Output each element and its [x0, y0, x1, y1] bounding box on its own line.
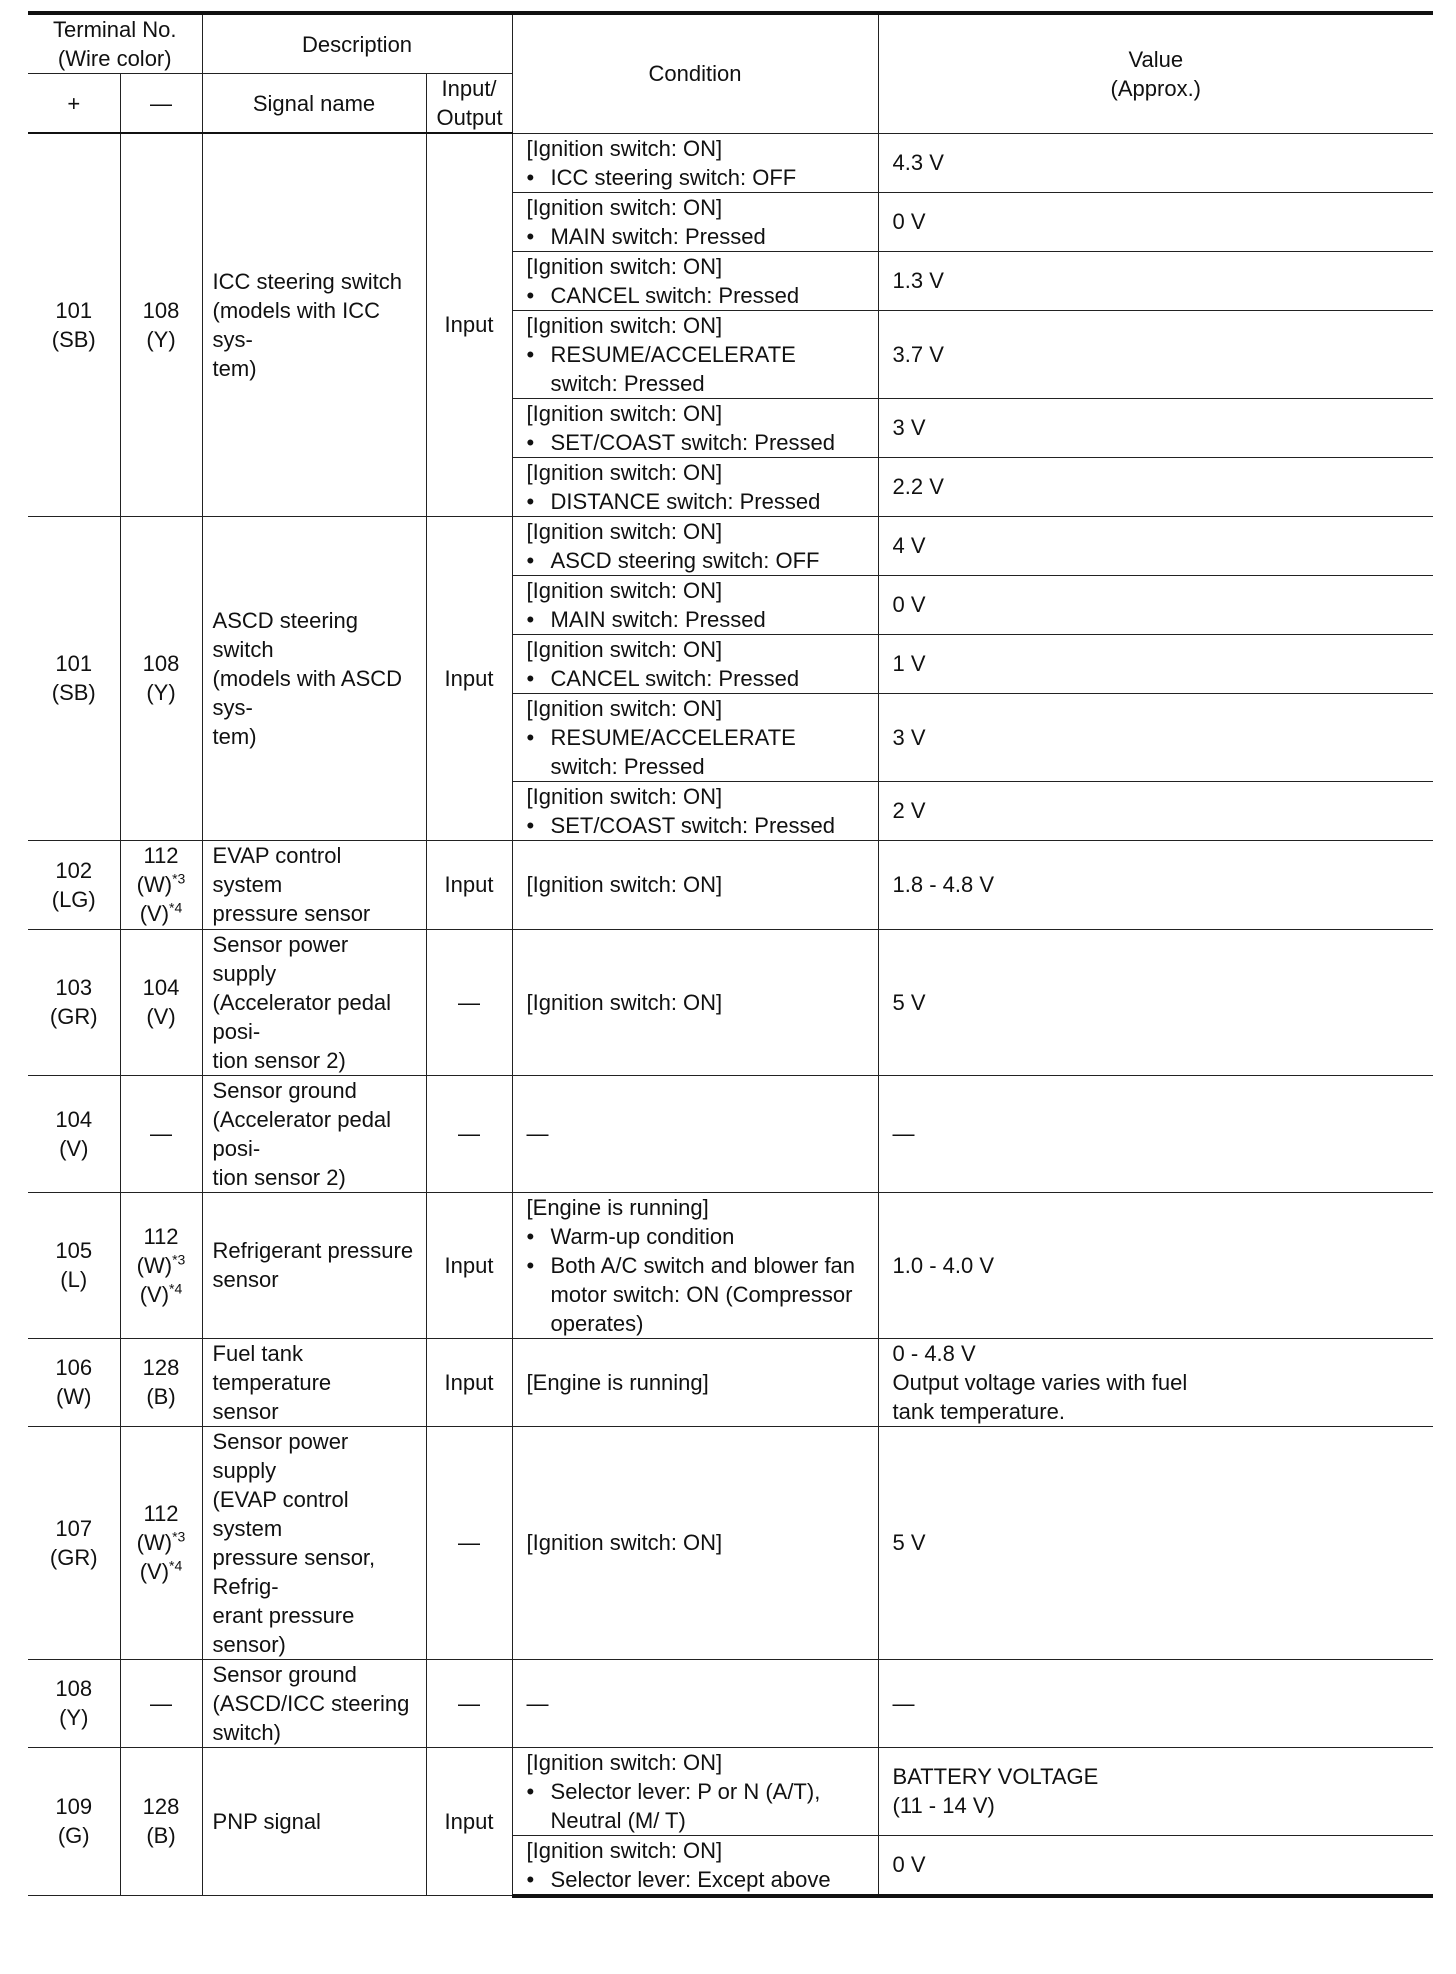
- signal-line: Sensor power supply: [212, 1428, 349, 1483]
- condition: [512, 840, 878, 929]
- terminal-minus: [120, 133, 202, 516]
- bullet-icon: •: [526, 1866, 535, 1892]
- input-output: —: [426, 1426, 512, 1659]
- terminal-minus: [120, 1338, 202, 1426]
- input-output: Input: [426, 840, 512, 929]
- plus-line: (GR): [49, 1004, 98, 1029]
- input-output: Input: [426, 516, 512, 840]
- plus-line: (G): [57, 1823, 90, 1849]
- terminal-minus: [120, 840, 202, 929]
- signal-line: EVAP control system: [212, 843, 342, 897]
- signal-name: [202, 1747, 426, 1896]
- input-output: Input: [426, 1338, 512, 1426]
- condition-heading: [Engine is running]: [526, 1194, 709, 1220]
- condition: [512, 1075, 878, 1192]
- bullet-text: Selector lever: P or N (A/T), Neutral (M/ T): [550, 1778, 821, 1833]
- signal-line: ASCD steering switch: [212, 607, 359, 662]
- condition-bullet: [527, 281, 868, 310]
- value: 0 V: [878, 575, 1433, 634]
- table-row: [28, 1659, 1433, 1747]
- bullet-icon: •: [526, 341, 535, 367]
- plus-line: (SB): [51, 326, 96, 352]
- wire-color: (V): [139, 1559, 170, 1584]
- condition: [512, 693, 878, 781]
- bullet-icon: •: [526, 547, 535, 573]
- table-row: [28, 1075, 1433, 1192]
- signal-line: Sensor power supply: [212, 931, 349, 986]
- value: 5 V: [878, 929, 1433, 1075]
- condition-bullet: [527, 723, 868, 781]
- header-minus: —: [120, 74, 202, 134]
- value-line: tank temperature.: [892, 1398, 1065, 1424]
- value: 0 V: [878, 1835, 1433, 1896]
- minus-line: —: [150, 1690, 172, 1716]
- condition: [512, 634, 878, 693]
- wire-color: (W): [136, 1530, 173, 1555]
- plus-line: 109: [55, 1794, 93, 1820]
- condition: [512, 251, 878, 310]
- minus-line: [131, 1528, 192, 1557]
- condition-bullet: [527, 664, 868, 693]
- bullet-text: ASCD steering switch: OFF: [550, 547, 820, 573]
- condition-heading: [Ignition switch: ON]: [526, 783, 723, 809]
- condition: [512, 929, 878, 1075]
- plus-line: 103: [55, 975, 93, 1000]
- condition-heading: [Ignition switch: ON]: [526, 400, 723, 426]
- condition-heading: [Ignition switch: ON]: [526, 636, 723, 662]
- condition-bullet: [527, 340, 868, 398]
- input-output: —: [426, 1659, 512, 1747]
- signal-line: tem): [212, 723, 257, 749]
- bullet-icon: •: [526, 488, 535, 514]
- signal-line: erant pressure sensor): [212, 1602, 355, 1657]
- minus-line: (B): [146, 1384, 176, 1409]
- condition-heading: [Ignition switch: ON]: [526, 135, 723, 161]
- terminal-minus: [120, 516, 202, 840]
- plus-line: (V): [59, 1135, 89, 1161]
- bullet-text: SET/COAST switch: Pressed: [550, 429, 835, 455]
- condition: [512, 310, 878, 398]
- terminal-plus: [28, 1426, 120, 1659]
- condition-heading: [Ignition switch: ON]: [526, 989, 723, 1015]
- minus-line: —: [150, 1121, 172, 1146]
- value-line: (11 - 14 V): [892, 1793, 995, 1818]
- value: —: [878, 1659, 1433, 1747]
- minus-line: [131, 1280, 192, 1309]
- condition-heading: [Ignition switch: ON]: [526, 1530, 723, 1555]
- condition-heading: [Ignition switch: ON]: [526, 459, 723, 485]
- signal-line: Fuel tank temperature: [212, 1340, 332, 1395]
- condition: [512, 398, 878, 457]
- footnote-mark: *3: [172, 1528, 186, 1545]
- terminal-table-body: [28, 133, 1433, 1896]
- signal-line: (Accelerator pedal posi-: [212, 989, 392, 1044]
- bullet-icon: •: [526, 606, 535, 632]
- plus-line: 101: [55, 297, 93, 323]
- plus-line: 101: [55, 651, 93, 676]
- signal-name: [202, 1659, 426, 1747]
- condition-heading: [Ignition switch: ON]: [526, 577, 723, 603]
- signal-name: [202, 1075, 426, 1192]
- header-terminal-no: Terminal No. (Wire color): [28, 13, 202, 74]
- condition: [512, 133, 878, 192]
- condition-heading: [Ignition switch: ON]: [526, 312, 723, 338]
- value: 5 V: [878, 1426, 1433, 1659]
- condition: [512, 1659, 878, 1747]
- value: —: [878, 1075, 1433, 1192]
- minus-line: (Y): [146, 680, 176, 705]
- terminal-plus: [28, 1075, 120, 1192]
- plus-line: (Y): [59, 1705, 89, 1730]
- value: 1 V: [878, 634, 1433, 693]
- signal-line: pressure sensor, Refrig-: [212, 1544, 376, 1599]
- table-row: [28, 1426, 1433, 1659]
- plus-line: 107: [55, 1515, 93, 1541]
- terminal-minus: [120, 1192, 202, 1338]
- wire-color: (V): [139, 901, 170, 926]
- condition-bullet: [527, 1777, 868, 1835]
- signal-line: Sensor ground: [212, 1661, 357, 1687]
- minus-line: (B): [146, 1823, 176, 1849]
- condition-bullet: [527, 605, 868, 634]
- plus-line: (W): [56, 1384, 92, 1409]
- value: 4 V: [878, 516, 1433, 575]
- wire-color: (V): [139, 1281, 170, 1307]
- signal-line: (Accelerator pedal posi-: [212, 1106, 392, 1161]
- plus-line: (GR): [49, 1544, 98, 1570]
- minus-line: 112: [143, 1223, 179, 1249]
- terminal-plus: [28, 840, 120, 929]
- plus-line: 108: [55, 1676, 93, 1701]
- plus-line: 104: [55, 1106, 93, 1132]
- table-row: [28, 133, 1433, 192]
- signal-line: tion sensor 2): [212, 1047, 346, 1073]
- minus-line: 108: [142, 651, 180, 676]
- condition: [512, 516, 878, 575]
- signal-name: [202, 929, 426, 1075]
- table-row: [28, 1747, 1433, 1835]
- header-input-output: Input/ Output: [426, 74, 512, 134]
- bullet-text: CANCEL switch: Pressed: [550, 282, 800, 308]
- condition-heading: [Ignition switch: ON]: [526, 695, 723, 721]
- condition-bullet: [527, 222, 868, 251]
- minus-line: 104: [142, 975, 180, 1000]
- condition-bullet: [527, 428, 868, 457]
- signal-line: pressure sensor: [212, 901, 371, 926]
- input-output: —: [426, 929, 512, 1075]
- signal-line: sensor: [212, 1398, 279, 1424]
- bullet-icon: •: [526, 1252, 535, 1278]
- terminal-minus: [120, 1659, 202, 1747]
- terminal-plus: [28, 1192, 120, 1338]
- input-output: Input: [426, 1747, 512, 1896]
- header-description: Description: [202, 13, 512, 74]
- terminal-minus: [120, 929, 202, 1075]
- condition-heading: [Ignition switch: ON]: [526, 1837, 723, 1863]
- bullet-text: RESUME/ACCELERATE switch: Pressed: [550, 724, 796, 779]
- minus-line: [131, 1557, 192, 1586]
- minus-line: [131, 870, 192, 899]
- plus-line: 105: [55, 1238, 93, 1263]
- table-row: [28, 840, 1433, 929]
- condition: [512, 1835, 878, 1896]
- signal-line: ICC steering switch: [212, 268, 403, 294]
- condition: [512, 457, 878, 516]
- header-signal-name: Signal name: [202, 74, 426, 134]
- value: 3 V: [878, 693, 1433, 781]
- condition: [512, 1426, 878, 1659]
- value: 3.7 V: [878, 310, 1433, 398]
- bullet-text: Selector lever: Except above: [550, 1866, 831, 1892]
- condition-heading: —: [526, 1690, 549, 1716]
- terminal-plus: [28, 516, 120, 840]
- bullet-text: Both A/C switch and blower fan motor switch: ON (Compressor operates): [550, 1252, 856, 1336]
- input-output: —: [426, 1075, 512, 1192]
- signal-name: [202, 1338, 426, 1426]
- value: 1.0 - 4.0 V: [878, 1192, 1433, 1338]
- condition-heading: [Ignition switch: ON]: [526, 1749, 723, 1775]
- bullet-text: DISTANCE switch: Pressed: [550, 488, 821, 514]
- bullet-icon: •: [526, 724, 535, 750]
- minus-line: (Y): [146, 326, 176, 352]
- condition: [512, 192, 878, 251]
- value-line: BATTERY VOLTAGE: [892, 1764, 1099, 1789]
- signal-line: (ASCD/ICC steering: [212, 1690, 410, 1716]
- signal-line: tem): [212, 355, 257, 381]
- signal-name: [202, 1426, 426, 1659]
- minus-line: 128: [142, 1794, 180, 1820]
- bullet-text: ICC steering switch: OFF: [550, 164, 797, 190]
- wire-color: (W): [136, 1252, 173, 1278]
- terminal-plus: [28, 1747, 120, 1896]
- signal-line: Refrigerant pressure: [212, 1238, 414, 1263]
- header-value: Value (Approx.): [878, 13, 1433, 133]
- signal-line: sensor: [212, 1267, 279, 1292]
- terminal-plus: [28, 133, 120, 516]
- condition: [512, 1192, 878, 1338]
- condition-bullet: [527, 1251, 868, 1338]
- footnote-mark: *4: [169, 1557, 183, 1574]
- bullet-text: RESUME/ACCELERATE switch: Pressed: [550, 341, 796, 396]
- signal-line: (EVAP control system: [212, 1486, 349, 1541]
- input-output: Input: [426, 1192, 512, 1338]
- minus-line: 112: [143, 843, 179, 868]
- plus-line: (L): [60, 1267, 88, 1292]
- terminal-minus: [120, 1075, 202, 1192]
- condition-bullet: [527, 811, 868, 840]
- bullet-icon: •: [526, 282, 535, 308]
- condition-heading: [Ignition switch: ON]: [526, 253, 723, 279]
- terminal-minus: [120, 1747, 202, 1896]
- bullet-icon: •: [526, 812, 535, 838]
- signal-line: PNP signal: [212, 1808, 321, 1834]
- table-row: [28, 929, 1433, 1075]
- terminal-plus: [28, 1659, 120, 1747]
- value-line: Output voltage varies with fuel: [892, 1369, 1188, 1395]
- signal-name: [202, 516, 426, 840]
- signal-name: [202, 840, 426, 929]
- bullet-icon: •: [526, 665, 535, 691]
- wire-color: (W): [136, 872, 173, 897]
- minus-line: 108: [142, 297, 180, 323]
- condition-heading: —: [526, 1121, 549, 1146]
- condition-bullet: [527, 487, 868, 516]
- bullet-icon: •: [526, 223, 535, 249]
- header-condition: Condition: [512, 13, 878, 133]
- bullet-icon: •: [526, 1778, 535, 1804]
- value: 2.2 V: [878, 457, 1433, 516]
- bullet-text: MAIN switch: Pressed: [550, 606, 766, 632]
- condition-bullet: [527, 1222, 868, 1251]
- minus-line: [131, 1251, 192, 1280]
- value: 0 V: [878, 192, 1433, 251]
- table-row: [28, 1192, 1433, 1338]
- footnote-mark: *3: [172, 1251, 186, 1268]
- plus-line: 106: [55, 1355, 93, 1380]
- signal-line: (models with ASCD sys-: [212, 665, 403, 720]
- condition-heading: [Ignition switch: ON]: [526, 194, 723, 220]
- value: 1.8 - 4.8 V: [878, 840, 1433, 929]
- value: [878, 1338, 1433, 1426]
- signal-name: [202, 1192, 426, 1338]
- signal-line: (models with ICC sys-: [212, 297, 380, 352]
- bullet-icon: •: [526, 429, 535, 455]
- plus-line: (LG): [51, 886, 96, 912]
- signal-line: tion sensor 2): [212, 1164, 346, 1190]
- terminal-minus: [120, 1426, 202, 1659]
- signal-line: switch): [212, 1719, 281, 1745]
- bullet-text: SET/COAST switch: Pressed: [550, 812, 835, 838]
- table-row: [28, 516, 1433, 575]
- footnote-mark: *4: [169, 1280, 183, 1297]
- condition-heading: [Ignition switch: ON]: [526, 872, 723, 897]
- input-output: Input: [426, 133, 512, 516]
- terminal-plus: [28, 929, 120, 1075]
- plus-line: 102: [55, 857, 93, 883]
- value: 3 V: [878, 398, 1433, 457]
- bullet-icon: •: [526, 1223, 535, 1249]
- value: 2 V: [878, 781, 1433, 840]
- condition-bullet: [527, 546, 868, 575]
- condition-heading: [Ignition switch: ON]: [526, 518, 723, 544]
- condition: [512, 1747, 878, 1835]
- minus-line: [131, 899, 192, 928]
- signal-name: [202, 133, 426, 516]
- condition: [512, 781, 878, 840]
- plus-line: (SB): [51, 680, 96, 705]
- header-plus: +: [28, 74, 120, 134]
- condition: [512, 1338, 878, 1426]
- condition-bullet: [527, 1865, 868, 1894]
- terminal-plus: [28, 1338, 120, 1426]
- condition-bullet: [527, 163, 868, 192]
- value: 1.3 V: [878, 251, 1433, 310]
- bullet-text: MAIN switch: Pressed: [550, 223, 766, 249]
- bullet-icon: •: [526, 164, 535, 190]
- terminal-table-sheet: [28, 11, 1433, 1898]
- minus-line: 128: [142, 1355, 180, 1380]
- footnote-mark: *3: [172, 870, 186, 887]
- bullet-text: CANCEL switch: Pressed: [550, 665, 800, 691]
- table-row: [28, 1338, 1433, 1426]
- minus-line: 112: [143, 1501, 179, 1526]
- minus-line: (V): [146, 1004, 176, 1029]
- condition: [512, 575, 878, 634]
- value: [878, 1747, 1433, 1835]
- terminal-table: [28, 11, 1433, 1898]
- condition-heading: [Engine is running]: [526, 1369, 709, 1395]
- signal-line: Sensor ground: [212, 1077, 357, 1103]
- bullet-text: Warm-up condition: [550, 1223, 735, 1249]
- footnote-mark: *4: [169, 899, 183, 916]
- value-line: 0 - 4.8 V: [892, 1340, 976, 1366]
- value: 4.3 V: [878, 133, 1433, 192]
